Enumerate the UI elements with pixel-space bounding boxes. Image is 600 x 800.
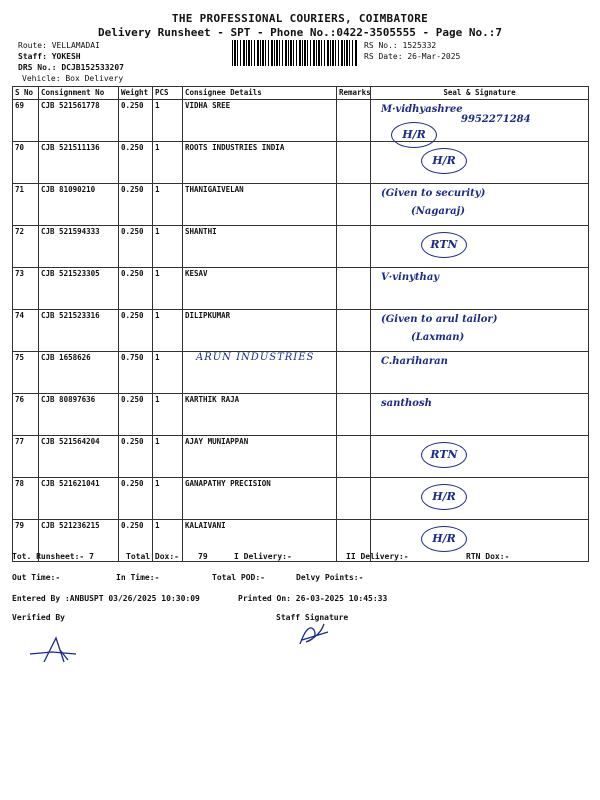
cell-signature	[371, 184, 589, 226]
total-dox-label: Total Dox:-	[126, 552, 179, 561]
table-row	[13, 436, 589, 478]
handwritten-note: 9952271284	[461, 114, 531, 125]
cell-sno: 69	[13, 100, 39, 142]
rtn-dox: RTN Dox:-	[466, 552, 510, 561]
handwritten-receiver: M·vidhyashree	[381, 104, 463, 115]
rs-date: RS Date: 26-Mar-2025	[364, 52, 461, 61]
cell-pcs: 1	[153, 100, 183, 142]
cell-pcs: 1	[153, 478, 183, 520]
cell-signature	[371, 352, 589, 394]
cell-signature	[371, 142, 589, 184]
col-signature: Seal & Signature	[371, 87, 589, 100]
cell-sno: 71	[13, 184, 39, 226]
cell-sno: 76	[13, 394, 39, 436]
status-stamp: H/R	[421, 526, 467, 552]
cell-weight: 0.250	[119, 478, 153, 520]
cell-pcs: 1	[153, 352, 183, 394]
status-stamp: H/R	[421, 148, 467, 174]
cell-pcs: 1	[153, 394, 183, 436]
cell-remarks	[337, 436, 371, 478]
col-remarks: Remarks	[337, 87, 371, 100]
entered-by: Entered By :ANBUSPT 03/26/2025 10:30:09	[12, 594, 200, 603]
cell-sno: 75	[13, 352, 39, 394]
verifier-signature	[26, 632, 86, 664]
cell-consignment-no: CJB 521564204	[39, 436, 119, 478]
first-delivery: I Delivery:-	[234, 552, 292, 561]
runsheet-table	[12, 86, 589, 562]
cell-remarks	[337, 478, 371, 520]
table-row	[13, 268, 589, 310]
cell-consignee: AJAY MUNIAPPAN	[183, 436, 337, 478]
cell-consignee: SHANTHI	[183, 226, 337, 268]
total-pod: Total POD:-	[212, 573, 265, 582]
cell-pcs: 1	[153, 226, 183, 268]
vehicle-info: Vehicle: Box Delivery	[22, 74, 124, 83]
out-time: Out Time:-	[12, 573, 61, 582]
cell-signature	[371, 310, 589, 352]
handwritten-receiver: V·vinythay	[381, 272, 440, 283]
table-row	[13, 394, 589, 436]
cell-signature	[371, 436, 589, 478]
cell-signature	[371, 268, 589, 310]
verified-by-label: Verified By	[12, 613, 65, 622]
cell-pcs: 1	[153, 436, 183, 478]
cell-pcs: 1	[153, 268, 183, 310]
cell-weight: 0.250	[119, 100, 153, 142]
cell-weight: 0.250	[119, 226, 153, 268]
staff-signature-label: Staff Signature	[276, 613, 349, 622]
route-info: Route: VELLAMADAI	[18, 41, 100, 50]
cell-consignment-no: CJB 521621041	[39, 478, 119, 520]
status-stamp: H/R	[391, 122, 437, 148]
table-row	[13, 100, 589, 142]
cell-weight: 0.250	[119, 142, 153, 184]
cell-remarks	[337, 142, 371, 184]
cell-weight: 0.250	[119, 520, 153, 562]
cell-remarks	[337, 226, 371, 268]
cell-consignment-no: CJB 521511136	[39, 142, 119, 184]
cell-consignment-no: CJB 521561778	[39, 100, 119, 142]
cell-sno: 78	[13, 478, 39, 520]
table-row	[13, 142, 589, 184]
handwritten-receiver: (Given to security)	[381, 188, 486, 199]
cell-pcs: 1	[153, 520, 183, 562]
handwritten-receiver: C.hariharan	[381, 356, 448, 367]
staff-info: Staff: YOKESH	[18, 52, 81, 61]
cell-signature	[371, 226, 589, 268]
cell-sno: 70	[13, 142, 39, 184]
cell-pcs: 1	[153, 142, 183, 184]
cell-remarks	[337, 352, 371, 394]
col-consignee: Consignee Details	[183, 87, 337, 100]
col-sno: S No	[13, 87, 39, 100]
cell-consignee: KESAV	[183, 268, 337, 310]
drs-info: DRS No.: DCJB152533207	[18, 63, 124, 72]
cell-consignee: GANAPATHY PRECISION	[183, 478, 337, 520]
total-dox-value: 79	[198, 552, 208, 561]
handwritten-receiver: santhosh	[381, 398, 432, 409]
cell-signature	[371, 100, 589, 142]
in-time: In Time:-	[116, 573, 160, 582]
handwritten-receiver: (Given to arul tailor)	[381, 314, 498, 325]
barcode	[232, 40, 358, 66]
cell-consignee: KALAIVANI	[183, 520, 337, 562]
cell-consignee: DILIPKUMAR	[183, 310, 337, 352]
cell-signature	[371, 478, 589, 520]
col-weight: Weight	[119, 87, 153, 100]
total-runsheet: Tot. Runsheet:- 7	[12, 552, 94, 561]
cell-pcs: 1	[153, 184, 183, 226]
cell-weight: 0.750	[119, 352, 153, 394]
table-row	[13, 184, 589, 226]
status-stamp: H/R	[421, 484, 467, 510]
handwritten-consignee: ARUN INDUSTRIES	[196, 352, 315, 363]
cell-sno: 73	[13, 268, 39, 310]
second-delivery: II Delivery:-	[346, 552, 409, 561]
cell-weight: 0.250	[119, 436, 153, 478]
handwritten-note: (Laxman)	[411, 332, 465, 343]
status-stamp: RTN	[421, 232, 467, 258]
table-row	[13, 226, 589, 268]
cell-remarks	[337, 184, 371, 226]
cell-consignment-no: CJB 521594333	[39, 226, 119, 268]
cell-weight: 0.250	[119, 268, 153, 310]
cell-sno: 72	[13, 226, 39, 268]
cell-consignee: ROOTS INDUSTRIES INDIA	[183, 142, 337, 184]
handwritten-note: (Nagaraj)	[411, 206, 465, 217]
cell-consignee: THANIGAIVELAN	[183, 184, 337, 226]
staff-signature	[294, 618, 334, 650]
cell-remarks	[337, 394, 371, 436]
cell-consignment-no: CJB 521523305	[39, 268, 119, 310]
runsheet-subtitle: Delivery Runsheet - SPT - Phone No.:0422-3505555 - Page No.:7	[98, 26, 502, 39]
cell-sno: 74	[13, 310, 39, 352]
cell-consignment-no: CJB 81090210	[39, 184, 119, 226]
cell-weight: 0.250	[119, 184, 153, 226]
cell-remarks	[337, 268, 371, 310]
cell-pcs: 1	[153, 310, 183, 352]
cell-consignment-no: CJB 1658626	[39, 352, 119, 394]
printed-on: Printed On: 26-03-2025 10:45:33	[238, 594, 388, 603]
company-name: THE PROFESSIONAL COURIERS, COIMBATORE	[171, 12, 429, 25]
cell-consignment-no: CJB 521523316	[39, 310, 119, 352]
delivery-points: Delvy Points:-	[296, 573, 364, 582]
cell-remarks	[337, 310, 371, 352]
rs-number: RS No.: 1525332	[364, 41, 437, 50]
cell-consignment-no: CJB 80897636	[39, 394, 119, 436]
col-pcs: PCS	[153, 87, 183, 100]
table-row	[13, 310, 589, 352]
cell-consignee: VIDHA SREE	[183, 100, 337, 142]
status-stamp: RTN	[421, 442, 467, 468]
cell-remarks	[337, 100, 371, 142]
cell-consignment-no: CJB 521236215	[39, 520, 119, 562]
cell-weight: 0.250	[119, 310, 153, 352]
cell-signature	[371, 394, 589, 436]
table-row	[13, 478, 589, 520]
col-consignment: Consignment No	[39, 87, 119, 100]
table-header-row	[13, 87, 589, 100]
cell-sno: 79	[13, 520, 39, 562]
cell-consignee: KARTHIK RAJA	[183, 394, 337, 436]
cell-sno: 77	[13, 436, 39, 478]
cell-weight: 0.250	[119, 394, 153, 436]
